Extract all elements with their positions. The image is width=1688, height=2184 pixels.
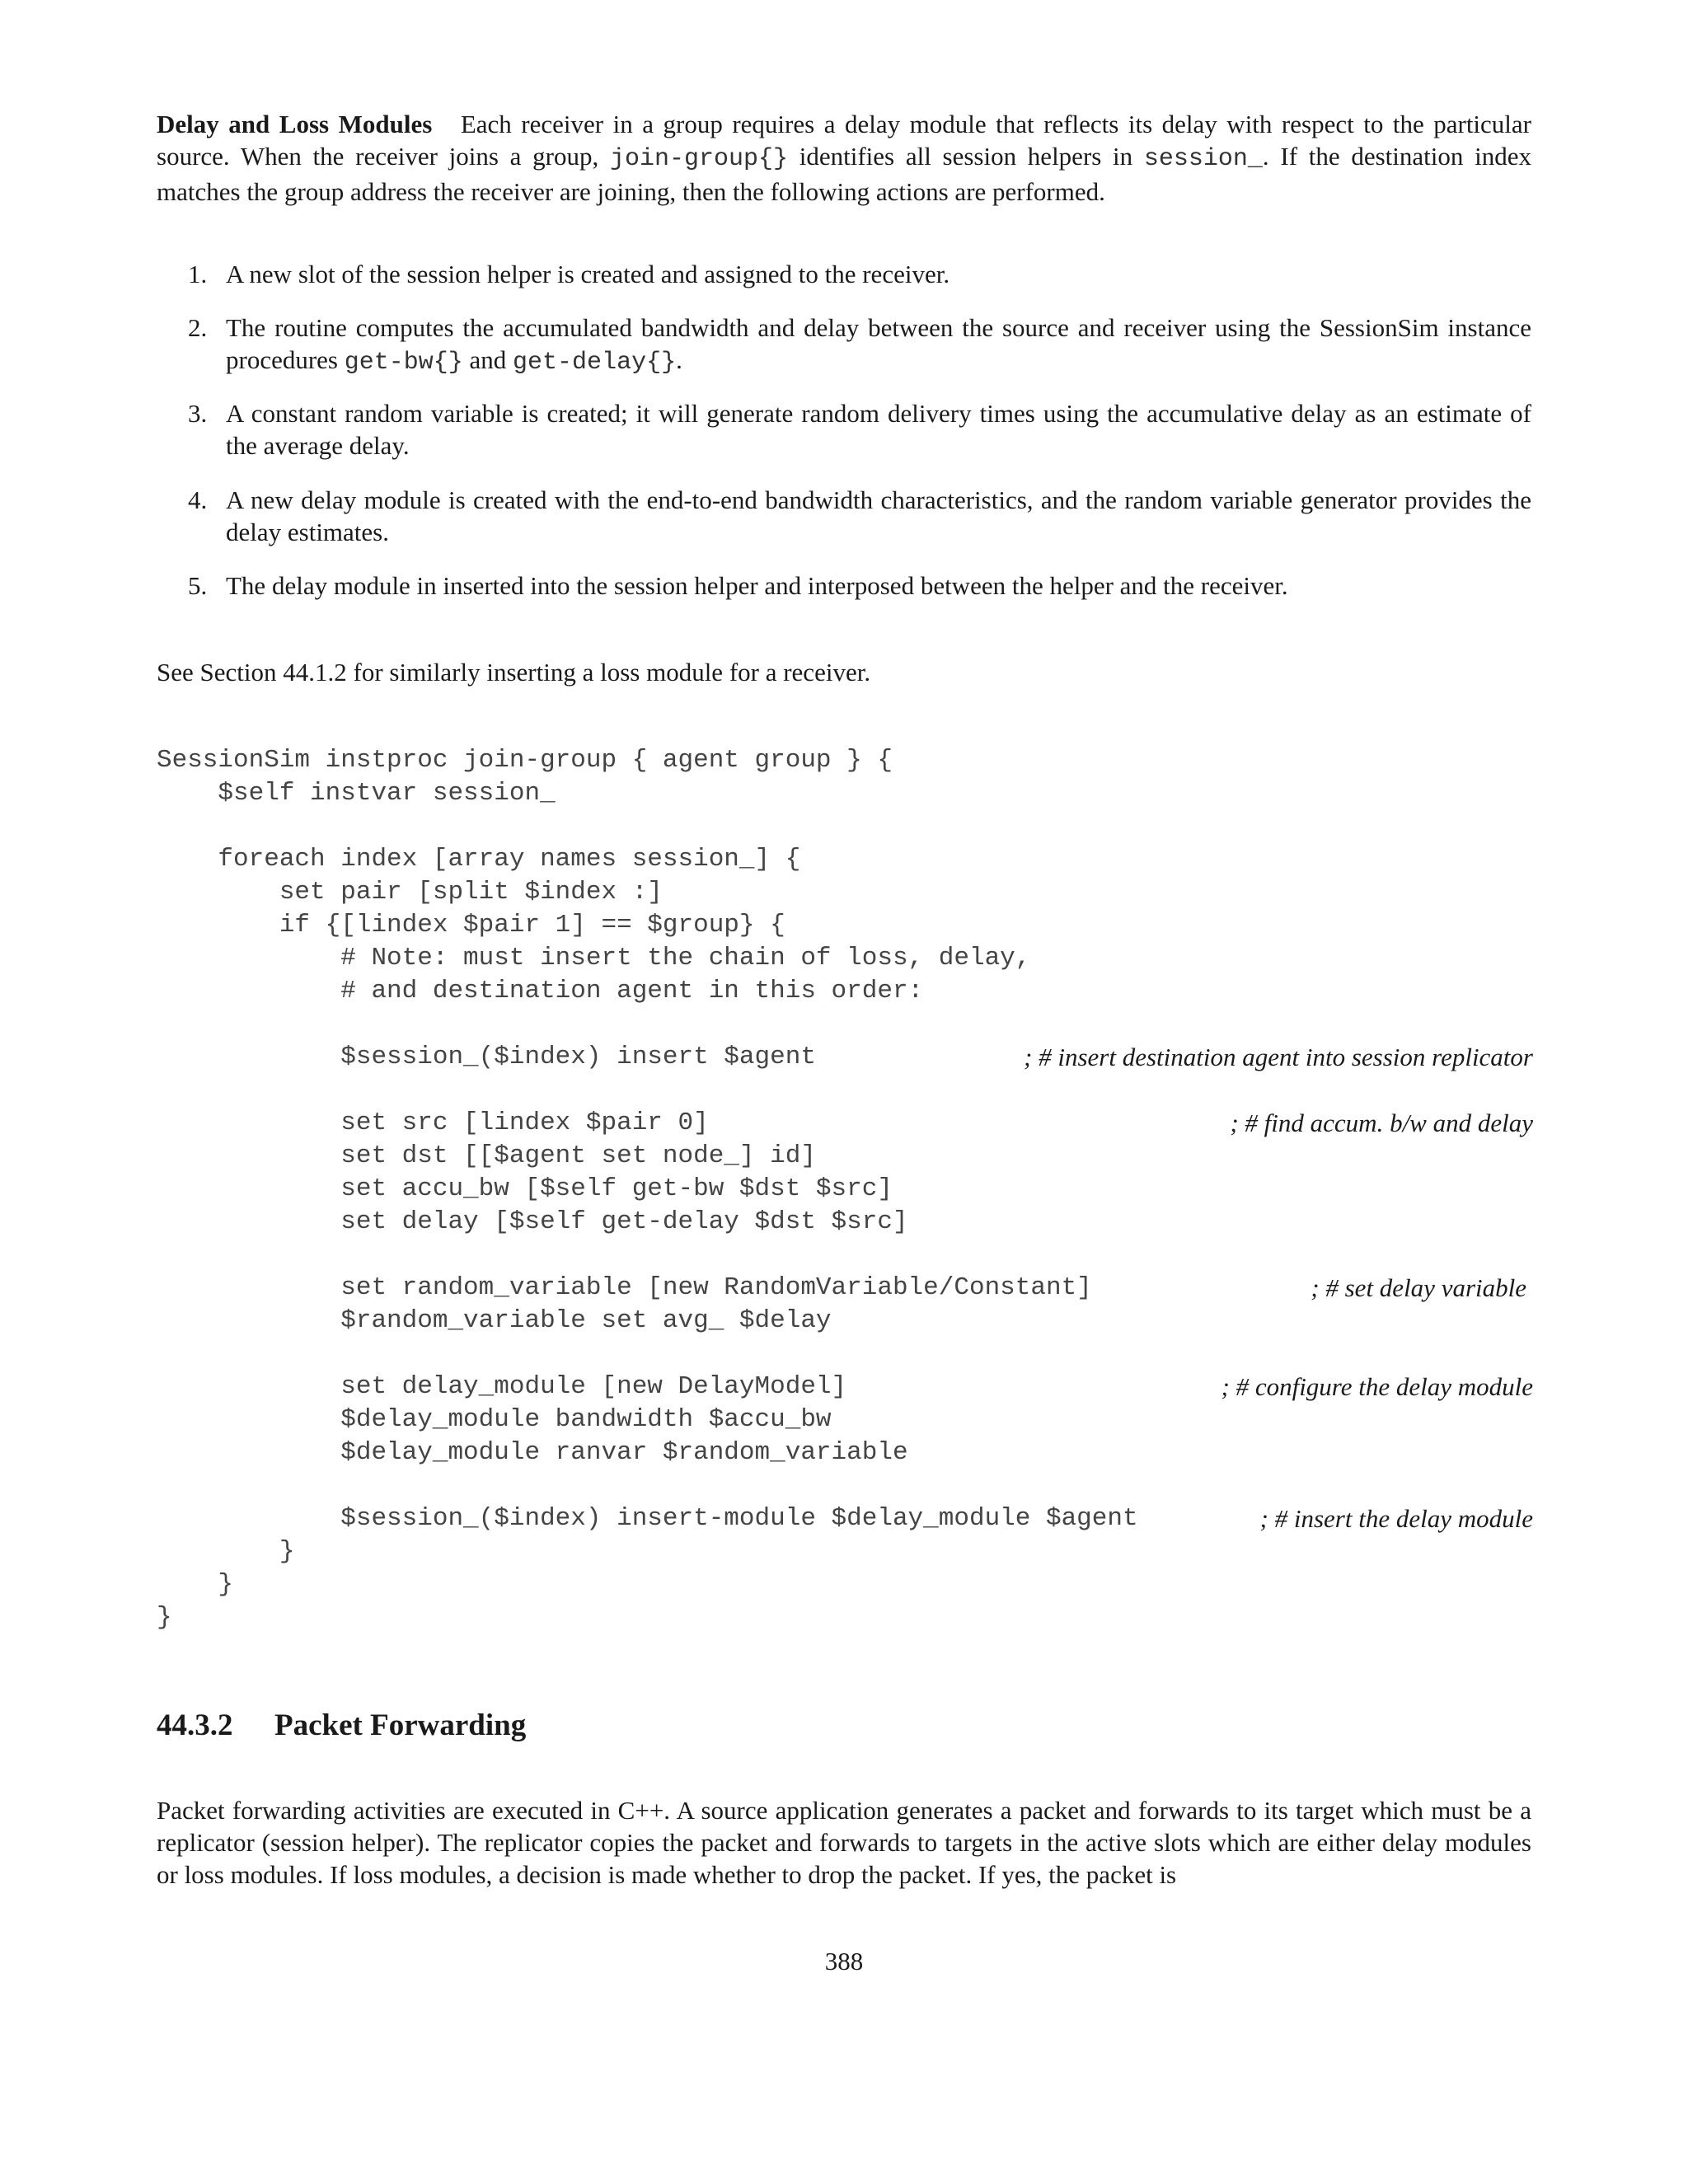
- code-text: set random_variable [new RandomVariable/Constant]: [157, 1273, 1092, 1302]
- inline-code-get-delay: get-delay{}: [513, 349, 677, 377]
- list-text: A new delay module is created with the end-to-end bandwidth characteristics, and the random variable generator provides the delay estimates.: [226, 485, 1531, 546]
- list-text: The delay module in inserted into the session helper and interposed between the helper and the receiver.: [226, 571, 1288, 600]
- code-line: [157, 1371, 1533, 1404]
- code-text: set pair [split $index :]: [157, 878, 663, 907]
- inline-code-get-bw: get-bw{}: [344, 349, 463, 377]
- code-text: set dst [[$agent set node_] id]: [157, 1141, 816, 1170]
- code-comment: ; # configure the delay module: [1221, 1372, 1533, 1401]
- list-item: [157, 397, 1531, 462]
- code-text: set accu_bw [$self get-bw $dst $src]: [157, 1174, 893, 1203]
- code-comment: ; # insert the delay module: [1259, 1504, 1533, 1533]
- list-number: 5.: [188, 571, 208, 600]
- inline-code-session: session_: [1143, 145, 1263, 173]
- code-line: [157, 1436, 1533, 1469]
- intro-text-3: . If the destination index matches the group address the receiver are joining, then the following actions are performed.: [157, 142, 1531, 206]
- code-line: [157, 1535, 1533, 1568]
- list-number: 3.: [188, 399, 208, 428]
- list-number: 1.: [188, 260, 208, 288]
- list-item: [157, 312, 1531, 379]
- intro-text-1: Each receiver in a group requires a delay module that reflects its delay with respect to the particular source. When the receiver joins a group,: [157, 110, 1532, 171]
- list-number: 4.: [188, 485, 208, 514]
- list-text-part: The routine computes the accumulated bandwidth and delay between the source and receiver using the SessionSim instance procedures: [226, 313, 1531, 374]
- code-text: }: [157, 1603, 172, 1632]
- intro-text-2: identifies all session helpers in: [788, 142, 1144, 171]
- page-number: 388: [824, 1947, 864, 1975]
- list-text: A new slot of the session helper is created and assigned to the receiver.: [226, 260, 950, 288]
- intro-paragraph: [157, 108, 1531, 208]
- code-line: [157, 1305, 1533, 1338]
- code-line: [157, 1173, 1533, 1206]
- see-section-text: See Section 44.1.2 for similarly inserting a loss module for a receiver.: [157, 658, 871, 687]
- code-text: $delay_module ranvar $random_variable: [157, 1438, 908, 1467]
- code-line: [157, 777, 1533, 810]
- code-line: [157, 843, 1533, 876]
- code-line: [157, 942, 1533, 975]
- list-text-part: .: [676, 345, 682, 374]
- code-text: $delay_module bandwidth $accu_bw: [157, 1405, 832, 1434]
- code-line: [157, 1601, 1533, 1634]
- code-text: $random_variable set avg_ $delay: [157, 1306, 832, 1335]
- paragraph-heading: Delay and Loss Modules: [157, 110, 433, 138]
- code-comment: ; # find accum. b/w and delay: [1230, 1108, 1533, 1137]
- code-text: # Note: must insert the chain of loss, delay,: [157, 944, 1031, 972]
- list-item: [157, 258, 1531, 290]
- code-line: [157, 909, 1533, 942]
- code-text: set src [lindex $pair 0]: [157, 1108, 709, 1137]
- code-line: [157, 876, 1533, 909]
- code-line: [157, 1107, 1533, 1140]
- code-line: [157, 1041, 1533, 1074]
- code-line: [157, 1272, 1533, 1305]
- code-line: [157, 1502, 1533, 1535]
- list-number: 2.: [188, 313, 208, 342]
- forwarding-paragraph: Packet forwarding activities are executed in C++. A source application generates a packet and forwards to its target which must be a replicator (session helper). The replicator copies the packet and forwards to targets in the active slots which are either delay modules or loss modules. If loss modules, a decision is made whether to drop the packet. If yes, the packet is: [157, 1796, 1531, 1889]
- code-text: set delay [$self get-delay $dst $src]: [157, 1207, 908, 1236]
- code-line: [157, 1404, 1533, 1436]
- list-text: [226, 312, 1531, 379]
- code-line: [157, 1568, 1533, 1601]
- code-line: [157, 1140, 1533, 1173]
- code-text: if {[lindex $pair 1] == $group} {: [157, 911, 785, 940]
- list-item: [157, 569, 1531, 602]
- code-text: $session_($index) insert-module $delay_module $agent: [157, 1504, 1138, 1533]
- section-heading: [157, 1708, 526, 1744]
- list-text-part: and: [462, 345, 513, 374]
- code-text: set delay_module [new DelayModel]: [157, 1372, 847, 1401]
- code-text: SessionSim instproc join-group { agent group } {: [157, 746, 893, 775]
- section-number: 44.3.2: [157, 1708, 233, 1742]
- inline-code-join-group: join-group{}: [609, 145, 789, 173]
- code-comment: ; # set delay variable: [1311, 1273, 1526, 1302]
- code-line: [157, 975, 1533, 1008]
- code-line: [157, 744, 1533, 777]
- code-comment: ; # insert destination agent into session replicator: [1024, 1043, 1533, 1071]
- code-line: [157, 1206, 1533, 1239]
- code-text: $self instvar session_: [157, 779, 556, 808]
- code-text: }: [157, 1537, 295, 1566]
- code-text: }: [157, 1570, 234, 1599]
- code-text: # and destination agent in this order:: [157, 977, 924, 1005]
- list-text: A constant random variable is created; it will generate random delivery times using the accumulative delay as an estimate of the average delay.: [226, 399, 1531, 460]
- code-text: $session_($index) insert $agent: [157, 1043, 816, 1071]
- section-title: Packet Forwarding: [274, 1708, 527, 1742]
- list-item: [157, 484, 1531, 548]
- code-text: foreach index [array names session_] {: [157, 845, 801, 874]
